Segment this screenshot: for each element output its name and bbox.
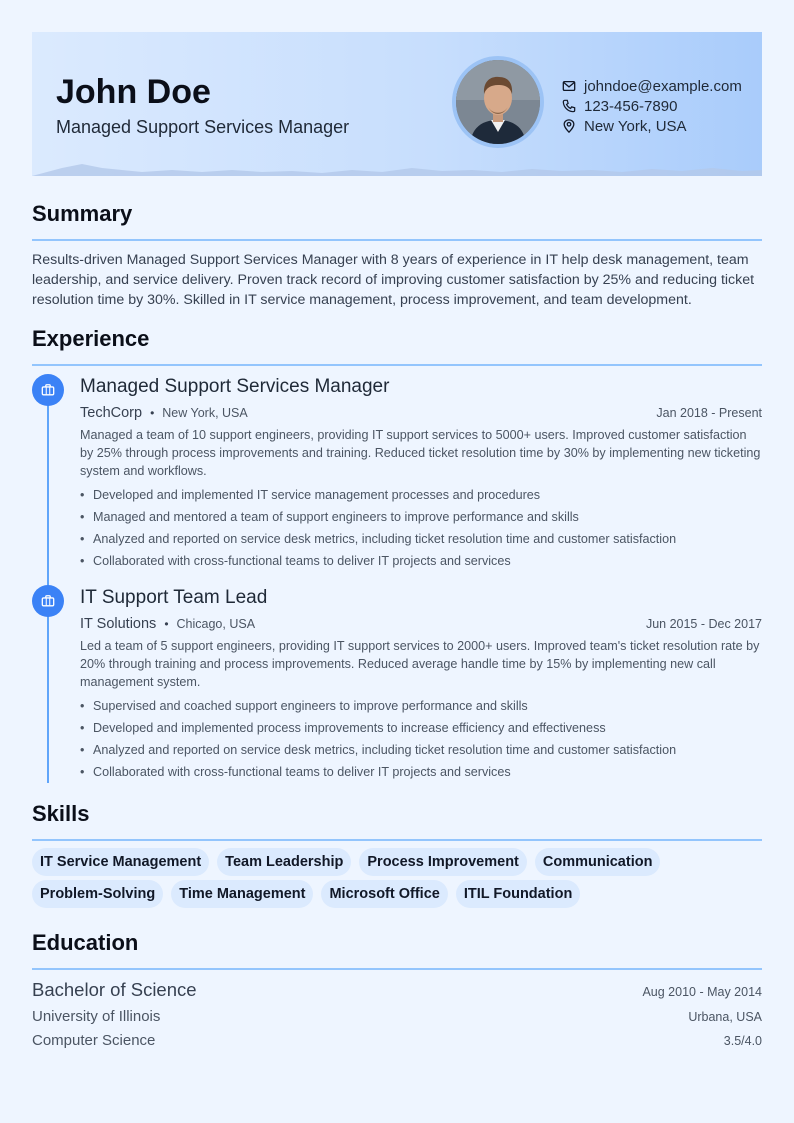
skill-tag: Communication	[535, 848, 661, 876]
contact-location	[562, 116, 742, 136]
candidate-name: John Doe	[56, 73, 211, 111]
job-bullet: • Analyzed and reported on service desk metrics, including ticket resolution time and customer satisfaction	[80, 739, 762, 761]
location-text: New York, USA	[584, 117, 687, 135]
job-dates: Jan 2018 - Present	[656, 406, 762, 420]
job-bullet: • Collaborated with cross-functional teams to deliver IT projects and services	[80, 761, 762, 783]
job-bullet: • Supervised and coached support engineers to improve performance and skills	[80, 695, 762, 717]
skill-tag: IT Service Management	[32, 848, 209, 876]
profile-photo	[456, 60, 540, 144]
job-bullet: • Managed and mentored a team of support engineers to improve performance and skills	[80, 506, 762, 528]
summary-text: Results-driven Managed Support Services Manager with 8 years of experience in IT help desk management, team leadership, and service delivery. Proven track record of improving customer satisfaction by 25% and reducing ticket resolution time by 30%. Skilled in IT service management, process improvement, and team development.	[32, 252, 755, 308]
job-bullet: • Collaborated with cross-functional teams to deliver IT projects and services	[80, 550, 762, 572]
job-dates: Jun 2015 - Dec 2017	[645, 617, 762, 631]
job-bullet: • Analyzed and reported on service desk metrics, including ticket resolution time and customer satisfaction	[80, 528, 762, 550]
job-location: New York, USA	[162, 406, 248, 420]
skills-divider	[32, 839, 762, 841]
experience-heading: Experience	[32, 326, 150, 351]
map-pin-icon	[562, 119, 576, 133]
separator-dot: •	[150, 406, 155, 420]
skill-tag: ITIL Foundation	[456, 880, 580, 908]
education-location: Urbana, USA	[688, 1010, 762, 1024]
education-field-row	[32, 1032, 762, 1049]
education-school: University of Illinois	[32, 1008, 161, 1025]
skill-tag: Process Improvement	[359, 848, 527, 876]
job-icon-2	[32, 585, 64, 617]
email-text: johndoe@example.com	[584, 77, 742, 95]
contact-phone[interactable]	[562, 96, 742, 116]
education-degree: Bachelor of Science	[32, 979, 197, 1000]
job-meta	[80, 400, 762, 426]
job-company: IT Solutions	[80, 616, 157, 632]
job-bullet: • Developed and implemented IT service management processes and procedures	[80, 484, 762, 506]
contact-info	[562, 76, 742, 136]
mail-icon	[562, 79, 576, 93]
job-title: IT Support Team Lead	[80, 587, 268, 608]
job-bullets	[80, 695, 762, 783]
job-title: Managed Support Services Manager	[80, 376, 390, 397]
job-entry	[80, 374, 762, 572]
education-school-row	[32, 1008, 762, 1025]
education-dates: Aug 2010 - May 2014	[642, 985, 762, 999]
education-divider	[32, 968, 762, 970]
resume-header	[32, 32, 762, 176]
separator-dot: •	[164, 617, 169, 631]
job-bullets	[80, 484, 762, 572]
education-gpa: 3.5/4.0	[723, 1034, 762, 1048]
job-company: TechCorp	[80, 405, 143, 421]
experience-divider	[32, 364, 762, 366]
skill-tag: Team Leadership	[217, 848, 351, 876]
job-icon-1	[32, 374, 64, 406]
summary-divider	[32, 239, 762, 241]
skills-list	[32, 848, 762, 912]
header-wave-decoration	[32, 162, 762, 176]
briefcase-icon	[41, 383, 55, 397]
education-field: Computer Science	[32, 1032, 156, 1049]
education-heading: Education	[32, 930, 139, 955]
skill-tag: Time Management	[171, 880, 313, 908]
phone-icon	[562, 99, 576, 113]
skill-tag: Microsoft Office	[321, 880, 447, 908]
job-location: Chicago, USA	[176, 617, 256, 631]
avatar	[452, 56, 544, 148]
phone-text: 123-456-7890	[584, 97, 678, 115]
job-description: Managed a team of 10 support engineers, providing IT support services to 5000+ users. Improved customer satisfaction by 25% through process improvements and training. Reduced ticket resolution time by 30% by implementing new ticketing system and workflows.	[80, 428, 761, 478]
education-degree-row	[32, 979, 762, 1001]
summary-heading: Summary	[32, 201, 133, 226]
contact-email[interactable]	[562, 76, 742, 96]
briefcase-icon	[41, 594, 55, 608]
skill-tag: Problem-Solving	[32, 880, 163, 908]
job-meta	[80, 611, 762, 637]
job-description: Led a team of 5 support engineers, providing IT support services to 2000+ users. Improved team's ticket resolution rate by 20% through training and process improvements. Reduced average handle time by 15% by implementing new call management system.	[80, 639, 760, 689]
job-bullet: • Developed and implemented process improvements to increase efficiency and effectiveness	[80, 717, 762, 739]
job-entry	[80, 585, 762, 783]
skills-heading: Skills	[32, 801, 90, 826]
candidate-title: Managed Support Services Manager	[56, 117, 350, 137]
